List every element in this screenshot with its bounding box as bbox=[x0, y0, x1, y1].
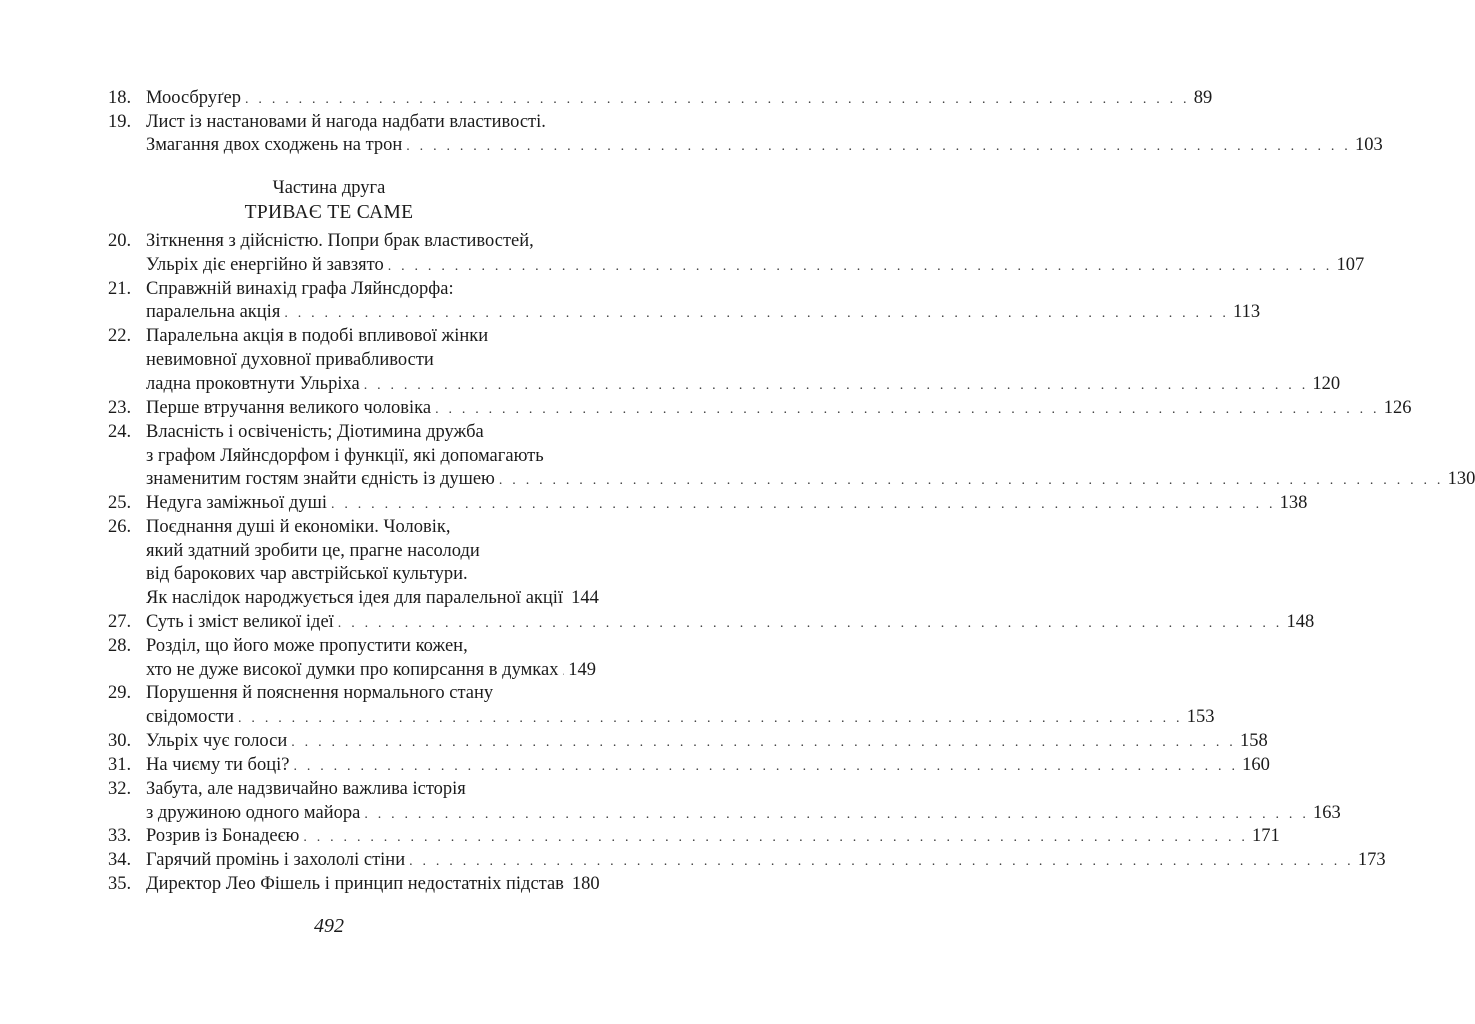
entry-number: 35. bbox=[108, 874, 132, 894]
entry-title: Зіткнення з дійсністю. Попри брак властивостей, bbox=[146, 231, 534, 251]
entry-page: 89 bbox=[1193, 88, 1213, 108]
entry-number: 33. bbox=[108, 826, 132, 846]
entry-title: Порушення й пояснення нормального стану bbox=[146, 683, 494, 703]
dot-leader bbox=[388, 255, 1333, 279]
entry-number: 32. bbox=[108, 779, 132, 799]
part-label: Частина друга bbox=[272, 178, 386, 198]
entry-title: Справжній винахід графа Ляйнсдорфа: bbox=[146, 279, 454, 299]
toc-entry bbox=[146, 253, 1365, 277]
part-title: ТРИВАЄ ТЕ САМЕ bbox=[244, 202, 414, 223]
entry-page: 113 bbox=[1233, 302, 1261, 322]
entry-page: 180 bbox=[571, 874, 600, 894]
toc-entry bbox=[146, 372, 1341, 396]
entry-page: 171 bbox=[1252, 826, 1280, 846]
entry-title: Власність і освіченість; Діотимина дружба bbox=[146, 422, 484, 442]
dot-leader bbox=[293, 755, 1238, 779]
toc-entry bbox=[146, 753, 1270, 777]
entry-title: хто не дуже високої думки про копирсання в думках bbox=[146, 660, 559, 680]
entry-title: На чиєму ти боці? bbox=[146, 755, 290, 775]
dot-leader bbox=[291, 731, 1236, 755]
entry-number: 28. bbox=[108, 636, 132, 656]
entry-title: Гарячий промінь і захололі стіни bbox=[146, 850, 406, 870]
entry-title: знаменитим гостям знайти єдність із душею bbox=[146, 469, 495, 489]
dot-leader bbox=[435, 398, 1380, 422]
dot-leader bbox=[406, 135, 1351, 159]
dot-leader bbox=[238, 707, 1183, 731]
toc-entry bbox=[146, 491, 1308, 515]
entry-title: Суть і зміст великої ідеї bbox=[146, 612, 334, 632]
entry-page: 148 bbox=[1286, 612, 1315, 632]
entry-title: Перше втручання великого чоловіка bbox=[146, 398, 432, 418]
entry-title: від барокових чар австрійської культури. bbox=[146, 564, 468, 584]
entry-title: Розрив із Бонадеєю bbox=[146, 826, 300, 846]
entry-title: Як наслідок народжується ідея для паралельної акції bbox=[146, 588, 564, 608]
entry-title: Забута, але надзвичайно важлива історія bbox=[146, 779, 466, 799]
entry-title: невимовної духовної привабливости bbox=[146, 350, 434, 370]
entry-page: 149 bbox=[568, 660, 596, 680]
entry-title: Моосбруґер bbox=[146, 88, 242, 108]
entry-number: 19. bbox=[108, 112, 132, 132]
entry-title: ладна проковтнути Ульріха bbox=[146, 374, 360, 394]
entry-title: Недуга заміжньої душі bbox=[146, 493, 327, 513]
entry-title: Поєднання душі й економіки. Чоловік, bbox=[146, 517, 451, 537]
entry-title: Ульріх чує голоси bbox=[146, 731, 288, 751]
entry-page: 160 bbox=[1242, 755, 1270, 775]
entry-title: Директор Лео Фішель і принцип недостатніх підстав bbox=[146, 874, 564, 894]
toc-entry bbox=[146, 610, 1315, 634]
entry-title: Лист із настановами й нагода надбати властивості. bbox=[146, 112, 546, 132]
entry-title: Змагання двох сходжень на трон bbox=[146, 135, 403, 155]
toc-entry bbox=[146, 801, 1341, 825]
toc-entry bbox=[146, 86, 1213, 110]
dot-leader bbox=[245, 88, 1190, 112]
toc-entry bbox=[146, 133, 1383, 157]
entry-number: 20. bbox=[108, 231, 132, 251]
entry-page: 107 bbox=[1336, 255, 1365, 275]
entry-page: 138 bbox=[1279, 493, 1308, 513]
entry-page: 120 bbox=[1312, 374, 1341, 394]
dot-leader bbox=[364, 374, 1309, 398]
entry-number: 24. bbox=[108, 422, 132, 442]
toc-entry bbox=[146, 824, 1280, 848]
entry-number: 23. bbox=[108, 398, 132, 418]
entry-title: Розділ, що його може пропустити кожен, bbox=[146, 636, 468, 656]
entry-number: 30. bbox=[108, 731, 132, 751]
toc-entry bbox=[146, 729, 1268, 753]
entry-number: 21. bbox=[108, 279, 132, 299]
toc-entry bbox=[146, 467, 1475, 491]
entry-title: паралельна акція bbox=[146, 302, 281, 322]
entry-title: який здатний зробити це, прагне насолоди bbox=[146, 541, 480, 561]
entry-number: 25. bbox=[108, 493, 132, 513]
dot-leader bbox=[284, 302, 1229, 326]
entry-number: 34. bbox=[108, 850, 132, 870]
entry-title: Ульріх діє енергійно й завзято bbox=[146, 255, 384, 275]
toc-entry bbox=[146, 586, 599, 610]
dot-leader bbox=[338, 612, 1283, 636]
entry-page: 173 bbox=[1357, 850, 1386, 870]
entry-page: 163 bbox=[1313, 803, 1341, 823]
entry-page: 103 bbox=[1354, 135, 1383, 155]
dot-leader bbox=[331, 493, 1276, 517]
entry-number: 22. bbox=[108, 326, 132, 346]
toc-entry bbox=[146, 396, 1412, 420]
entry-number: 29. bbox=[108, 683, 132, 703]
entry-title: з дружиною одного майора bbox=[146, 803, 361, 823]
toc-entry bbox=[146, 300, 1261, 324]
entry-number: 27. bbox=[108, 612, 132, 632]
entry-title: з графом Ляйнсдорфом і функції, які допомагають bbox=[146, 446, 544, 466]
entry-number: 18. bbox=[108, 88, 132, 108]
entry-number: 31. bbox=[108, 755, 132, 775]
page-number: 492 bbox=[314, 915, 344, 937]
dot-leader bbox=[409, 850, 1354, 874]
entry-page: 126 bbox=[1383, 398, 1412, 418]
dot-leader bbox=[499, 469, 1444, 493]
toc-entry bbox=[146, 658, 596, 682]
entry-title: свідомости bbox=[146, 707, 235, 727]
dot-leader bbox=[303, 826, 1248, 850]
entry-page: 153 bbox=[1186, 707, 1215, 727]
toc-entry bbox=[146, 848, 1386, 872]
toc-entry bbox=[146, 872, 600, 896]
entry-number: 26. bbox=[108, 517, 132, 537]
toc-entry bbox=[146, 705, 1215, 729]
entry-page: 158 bbox=[1239, 731, 1268, 751]
entry-title: Паралельна акція в подобі впливової жінки bbox=[146, 326, 489, 346]
entry-page: 130 bbox=[1447, 469, 1475, 489]
entry-page: 144 bbox=[571, 588, 599, 608]
